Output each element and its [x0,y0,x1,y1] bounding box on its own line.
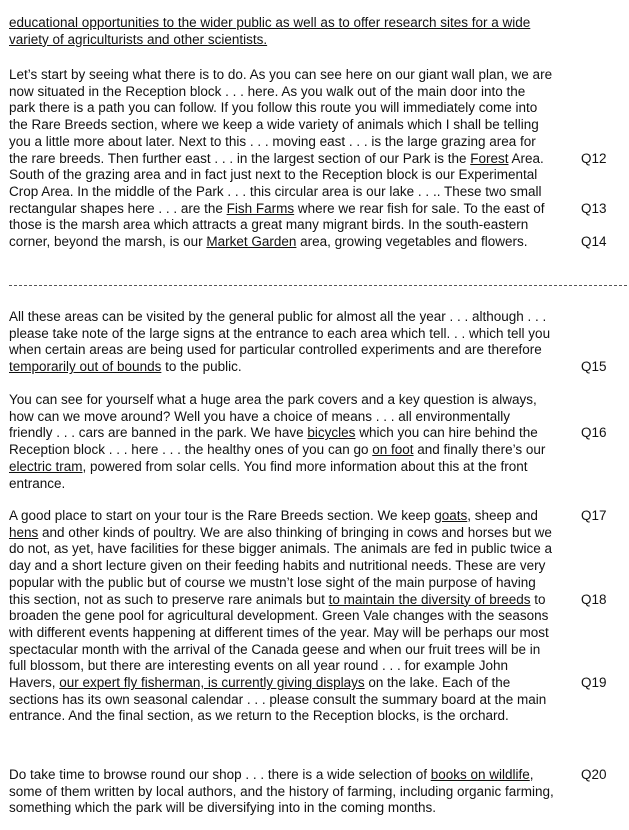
text-line: All these areas can be visited by the general public for almost all the year . . . although . . . [9,309,547,324]
answer-books-on-wildlife: books on wildlife [430,767,530,782]
text-line: South of the grazing area and in fact just next to the Reception block is our Experimental [9,167,538,183]
text-line: electric tram, powered from solar cells. You find more information about this at the front [9,458,528,474]
question-label-q12: Q12 [581,150,607,166]
answer-out-of-bounds: temporarily out of bounds [9,359,162,375]
answer-electric-tram: electric tram [9,458,83,474]
intro-line-2: variety of agriculturists and other scientists. [9,31,268,47]
text-line: You can see for yourself what a huge area the park covers and a key question is always, [9,392,537,407]
text-line: Let’s start by seeing what there is to do. As you can see here on our giant wall plan, we are [9,67,553,82]
answer-fish-farms: Fish Farms [226,200,295,216]
text-line: friendly . . . cars are banned in the park. We have bicycles which you can hire behind the [9,425,538,441]
text-line: how can we move around? Well you have a choice of means . . . all environmentally [9,408,511,424]
text-line: the rare breeds. Then further east . . . in the largest section of our Park is the Forest Area. [9,150,544,166]
text-line: broaden the gene pool for agricultural development. Green Vale changes with the seasons [9,608,549,624]
answer-forest: Forest [470,150,509,166]
question-label-q18: Q18 [581,591,607,607]
text-line: rectangular shapes here . . . are the Fish Farms where we rear fish for sale. To the east of [9,200,545,216]
question-label-q15: Q15 [581,359,607,375]
text-line: popular with the public but of course we mustn’t lose sight of the main purpose of having [9,574,536,590]
text-line: with different events happening at different times of the year. May will be perhaps our most [9,624,549,640]
intro-paragraph [9,15,564,48]
answer-on-foot: on foot [372,442,414,458]
text-line: do not, as yet, have facilities for these bigger animals. The animals are fed in public twice a [9,541,553,557]
text-line: spectacular month with the arrival of the Canada geese and when our fruit trees will be in [9,641,541,657]
dashed-divider [9,285,627,286]
answer-goats: goats [434,508,468,523]
question-label-q20: Q20 [581,767,607,782]
text-line: full blossom, but there are interesting events on all year round . . . for example John [9,658,509,674]
question-label-q14: Q14 [581,234,607,249]
text-line: please take note of the large signs at the entrance to each area which tell. . . which tell you [9,325,551,341]
text-line: Do take time to browse round our shop . . . there is a wide selection of books on wildlife, [9,767,534,782]
paragraph-transport [9,392,607,492]
intro-line-1: educational opportunities to the wider public as well as to offer research sites for a wide [9,15,531,30]
text-line: temporarily out of bounds to the public. [9,359,242,375]
text-line: the Rare Breeds section, where we keep a wide variety of animals which I shall be telling [9,117,539,133]
paragraph-visiting [9,309,607,376]
question-label-q19: Q19 [581,675,607,690]
text-line: A good place to start on your tour is the Rare Breeds section. We keep goats, sheep and [9,508,538,523]
text-line: entrance. [9,475,66,491]
text-line: entrance. And the final section, as we return to the Reception blocks, is the orchard. [9,708,509,724]
text-line: this section, not as such to preserve rare animals but to maintain the diversity of breeds to [9,591,546,607]
answer-hens: hens [9,524,39,540]
paragraph-shop [9,767,607,817]
text-line: Reception block . . . here . . . the healthy ones of you can go on foot and finally there’s our [9,442,546,458]
text-line: those is the marsh area which attracts a great many migrant birds. In the south-eastern [9,217,529,233]
answer-fly-fisherman: our expert fly fisherman, is currently giving displays [59,675,365,691]
question-label-q17: Q17 [581,508,607,523]
text-line: when certain areas are being used for particular controlled experiments and are therefore [9,342,542,358]
text-line: Crop Area. In the middle of the Park . . . this circular area is our lake . . .. These two small [9,183,542,199]
text-line: sections has its own seasonal calendar . . . please consult the summary board at the main [9,691,547,707]
question-label-q13: Q13 [581,200,607,216]
text-line: now situated in the Reception block . . . here. As you walk out of the main door into the [9,83,526,99]
paragraph-rare-breeds [9,508,607,725]
text-line: corner, beyond the marsh, is our Market Garden area, growing vegetables and flowers. [9,234,528,250]
text-line: hens and other kinds of poultry. We are also thinking of bringing in cows and horses but we [9,524,552,540]
paragraph-wall-plan [9,67,607,251]
text-line: Havers, our expert fly fisherman, is currently giving displays on the lake. Each of the [9,675,511,691]
answer-market-garden: Market Garden [206,234,297,250]
answer-diversity-of-breeds: to maintain the diversity of breeds [328,591,531,607]
text-line: you a little more about later. Next to this . . . moving east . . . is the large grazing area for [9,133,536,149]
question-label-q16: Q16 [581,425,607,441]
text-line: some of them written by local authors, and the history of farming, including organic farming, [9,783,554,799]
text-line: day and a short lecture given on their feeding habits and nutritional needs. These are very [9,558,546,574]
answer-bicycles: bicycles [307,425,356,441]
text-line: something which the park will be diversifying into in the coming months. [9,800,436,816]
text-line: park there is a path you can follow. If you follow this route you will immediately come into [9,100,538,116]
